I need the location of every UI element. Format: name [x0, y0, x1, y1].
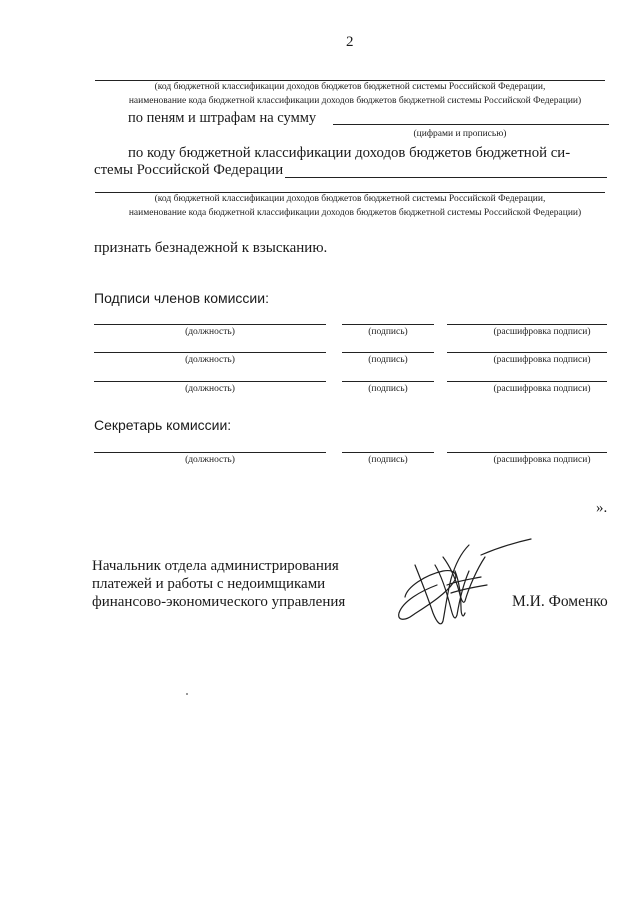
member2-signature-caption: (подпись) — [368, 355, 408, 365]
page-number: 2 — [346, 34, 354, 50]
member2-decoding-caption: (расшифровка подписи) — [493, 355, 591, 365]
secretary-decoding-line — [447, 452, 607, 453]
member2-position-line — [94, 352, 326, 353]
closing-quote: ». — [596, 500, 608, 516]
members-heading: Подписи членов комиссии: — [94, 290, 269, 306]
kbk-text-line1: по коду бюджетной классификации доходов бюджетов бюджетной си- — [128, 145, 571, 161]
secretary-heading: Секретарь комиссии: — [94, 417, 232, 433]
secretary-position-line — [94, 452, 326, 453]
member3-position-line — [94, 381, 326, 382]
penalties-text: по пеням и штрафам на сумму — [128, 110, 317, 126]
member1-signature-line — [342, 324, 434, 325]
member3-signature-caption: (подпись) — [368, 384, 408, 394]
member3-signature-line — [342, 381, 434, 382]
secretary-signature-caption: (подпись) — [368, 455, 408, 465]
secretary-signature-line — [342, 452, 434, 453]
head-title-line3: финансово-экономического управления — [92, 594, 346, 610]
scan-speck — [186, 693, 188, 695]
kbk-caption-1b: наименование кода бюджетной классификации доходов бюджетов бюджетной системы Российской Федерации) — [128, 96, 582, 106]
handwritten-signature — [385, 535, 535, 635]
member3-position-caption: (должность) — [185, 384, 235, 394]
kbk-caption-2b: наименование кода бюджетной классификации доходов бюджетов бюджетной системы Российской Федерации) — [128, 208, 582, 218]
head-title-line2: платежей и работы с недоимщиками — [92, 576, 326, 592]
kbk-line-1 — [95, 80, 605, 81]
member1-position-line — [94, 324, 326, 325]
recognize-text: признать безнадежной к взысканию. — [94, 240, 328, 256]
member1-position-caption: (должность) — [185, 327, 235, 337]
member1-decoding-caption: (расшифровка подписи) — [493, 327, 591, 337]
kbk-line-2 — [95, 192, 605, 193]
secretary-position-caption: (должность) — [185, 455, 235, 465]
kbk-caption-1a: (код бюджетной классификации доходов бюджетов бюджетной системы Российской Федерации, — [154, 82, 546, 92]
member1-decoding-line — [447, 324, 607, 325]
amount-line — [333, 124, 609, 125]
kbk-caption-2a: (код бюджетной классификации доходов бюджетов бюджетной системы Российской Федерации, — [154, 194, 546, 204]
member2-position-caption: (должность) — [185, 355, 235, 365]
head-title-line1: Начальник отдела администрирования — [92, 558, 339, 574]
member1-signature-caption: (подпись) — [368, 327, 408, 337]
kbk-text-line2: стемы Российской Федерации — [94, 162, 284, 178]
member2-decoding-line — [447, 352, 607, 353]
member3-decoding-line — [447, 381, 607, 382]
kbk-value-line — [285, 177, 607, 178]
head-name: М.И. Фоменко — [512, 593, 608, 610]
member2-signature-line — [342, 352, 434, 353]
amount-caption: (цифрами и прописью) — [413, 129, 507, 139]
member3-decoding-caption: (расшифровка подписи) — [493, 384, 591, 394]
secretary-decoding-caption: (расшифровка подписи) — [493, 455, 591, 465]
